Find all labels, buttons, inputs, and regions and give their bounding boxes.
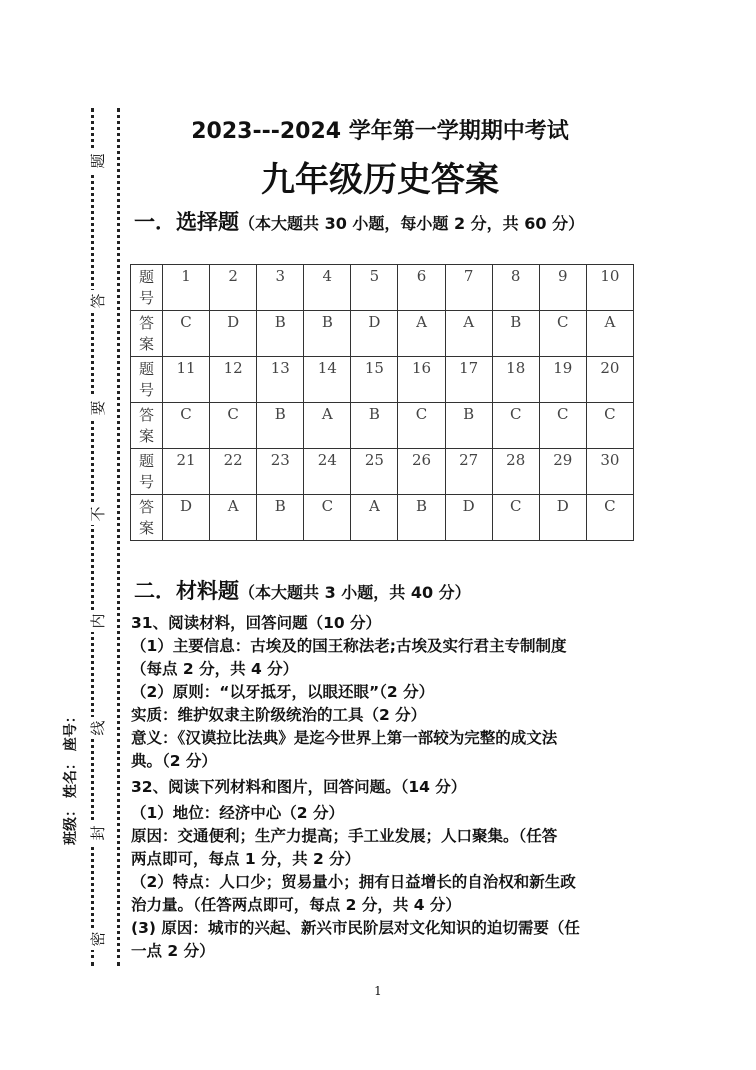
answer-cell: B: [257, 403, 304, 449]
label-cell: 题 号: [131, 357, 163, 403]
num-cell: 7: [445, 265, 492, 311]
answer-cell: C: [492, 403, 539, 449]
answer-cell: C: [492, 495, 539, 541]
answer-cell: C: [586, 495, 633, 541]
num-cell: 25: [351, 449, 398, 495]
num-cell: 21: [163, 449, 210, 495]
num-cell: 24: [304, 449, 351, 495]
answer-cell: C: [398, 403, 445, 449]
answer-line: 意义：《汉谟拉比法典》是迄今世界上第一部较为完整的成文法: [131, 729, 558, 747]
answer-line: (3) 原因：城市的兴起、新兴市民阶层对文化知识的迫切需要（任: [131, 919, 580, 937]
num-cell: 18: [492, 357, 539, 403]
answer-line: 治力量。（任答两点即可，每点 2 分，共 4 分）: [131, 896, 461, 914]
answer-cell: C: [539, 311, 586, 357]
num-cell: 15: [351, 357, 398, 403]
table-row-numbers: [131, 265, 634, 311]
num-cell: 16: [398, 357, 445, 403]
table-row-numbers: [131, 357, 634, 403]
answer-cell: C: [304, 495, 351, 541]
answer-cell: A: [351, 495, 398, 541]
section2-note: （本大题共 3 小题，共 40 分）: [239, 583, 471, 602]
answer-line: 一点 2 分）: [131, 942, 215, 960]
num-cell: 22: [210, 449, 257, 495]
answer-cell: C: [586, 403, 633, 449]
num-cell: 5: [351, 265, 398, 311]
page-number: 1: [374, 984, 382, 998]
num-cell: 29: [539, 449, 586, 495]
answer-cell: A: [304, 403, 351, 449]
section2-title: 二．材料题: [134, 579, 239, 603]
table-row-numbers: [131, 449, 634, 495]
num-cell: 12: [210, 357, 257, 403]
num-cell: 4: [304, 265, 351, 311]
seal-char: 要: [87, 397, 109, 419]
num-cell: 28: [492, 449, 539, 495]
answer-line: 实质：维护奴隶主阶级统治的工具（2 分）: [131, 706, 427, 724]
answer-line: 原因：交通便利；生产力提高；手工业发展；人口聚集。（任答: [131, 827, 558, 845]
section2-heading: [134, 575, 471, 605]
num-cell: 9: [539, 265, 586, 311]
label-cell: 答 案: [131, 311, 163, 357]
student-info-fields: 班级： 姓名： 座号：: [63, 709, 79, 845]
answer-line: （每点 2 分，共 4 分）: [131, 660, 299, 678]
answer-cell: C: [163, 403, 210, 449]
num-cell: 14: [304, 357, 351, 403]
answer-cell: D: [539, 495, 586, 541]
label-cell: 题 号: [131, 265, 163, 311]
num-cell: 26: [398, 449, 445, 495]
answer-cell: B: [257, 311, 304, 357]
binding-dotted-line-inner: [117, 108, 120, 966]
answer-cell: A: [445, 311, 492, 357]
num-cell: 3: [257, 265, 304, 311]
seal-char: 不: [87, 503, 109, 525]
answer-cell: A: [210, 495, 257, 541]
num-cell: 23: [257, 449, 304, 495]
seal-char: 题: [87, 150, 109, 172]
seal-char: 密: [87, 928, 109, 950]
answer-cell: B: [257, 495, 304, 541]
num-cell: 13: [257, 357, 304, 403]
answer-cell: D: [163, 495, 210, 541]
num-cell: 2: [210, 265, 257, 311]
num-cell: 27: [445, 449, 492, 495]
seal-char: 封: [87, 822, 109, 844]
answer-cell: B: [304, 311, 351, 357]
num-cell: 6: [398, 265, 445, 311]
seal-char: 内: [87, 610, 109, 632]
question-heading: 31、阅读材料，回答问题（10 分）: [131, 614, 382, 632]
answer-cell: B: [351, 403, 398, 449]
label-cell: 题 号: [131, 449, 163, 495]
section1-heading: [134, 206, 584, 236]
answer-cell: D: [445, 495, 492, 541]
num-cell: 30: [586, 449, 633, 495]
seal-char: 答: [87, 290, 109, 312]
label-cell: 答 案: [131, 495, 163, 541]
answer-line: 两点即可，每点 1 分，共 2 分）: [131, 850, 361, 868]
answer-line: （2）特点：人口少；贸易量小；拥有日益增长的自治权和新生政: [131, 873, 576, 891]
answer-cell: D: [351, 311, 398, 357]
answer-cell: C: [539, 403, 586, 449]
answer-line: 典。（2 分）: [131, 752, 217, 770]
num-cell: 11: [163, 357, 210, 403]
answer-table: [130, 264, 634, 541]
table-row-answers: [131, 495, 634, 541]
answer-cell: B: [492, 311, 539, 357]
num-cell: 1: [163, 265, 210, 311]
question-heading: 32、阅读下列材料和图片，回答问题。（14 分）: [131, 778, 467, 796]
table-row-answers: [131, 311, 634, 357]
answer-line: （2）原则：“以牙抵牙，以眼还眼”（2 分）: [131, 683, 435, 701]
material-answers: [131, 612, 641, 963]
answer-cell: C: [163, 311, 210, 357]
page-title: 九年级历史答案: [261, 160, 499, 200]
answer-cell: D: [210, 311, 257, 357]
section1-note: （本大题共 30 小题，每小题 2 分，共 60 分）: [239, 214, 585, 233]
num-cell: 10: [586, 265, 633, 311]
answer-cell: C: [210, 403, 257, 449]
table-row-answers: [131, 403, 634, 449]
seal-char: 线: [87, 717, 109, 739]
answer-line: （1）主要信息：古埃及的国王称法老;古埃及实行君主专制制度: [131, 637, 567, 655]
num-cell: 19: [539, 357, 586, 403]
num-cell: 8: [492, 265, 539, 311]
exam-title: 2023---2024 学年第一学期期中考试: [191, 119, 569, 144]
answer-cell: A: [398, 311, 445, 357]
answer-cell: B: [445, 403, 492, 449]
num-cell: 17: [445, 357, 492, 403]
section1-title: 一．选择题: [134, 210, 239, 234]
label-cell: 答 案: [131, 403, 163, 449]
answer-cell: A: [586, 311, 633, 357]
answer-cell: B: [398, 495, 445, 541]
answer-line: （1）地位：经济中心（2 分）: [131, 804, 344, 822]
num-cell: 20: [586, 357, 633, 403]
